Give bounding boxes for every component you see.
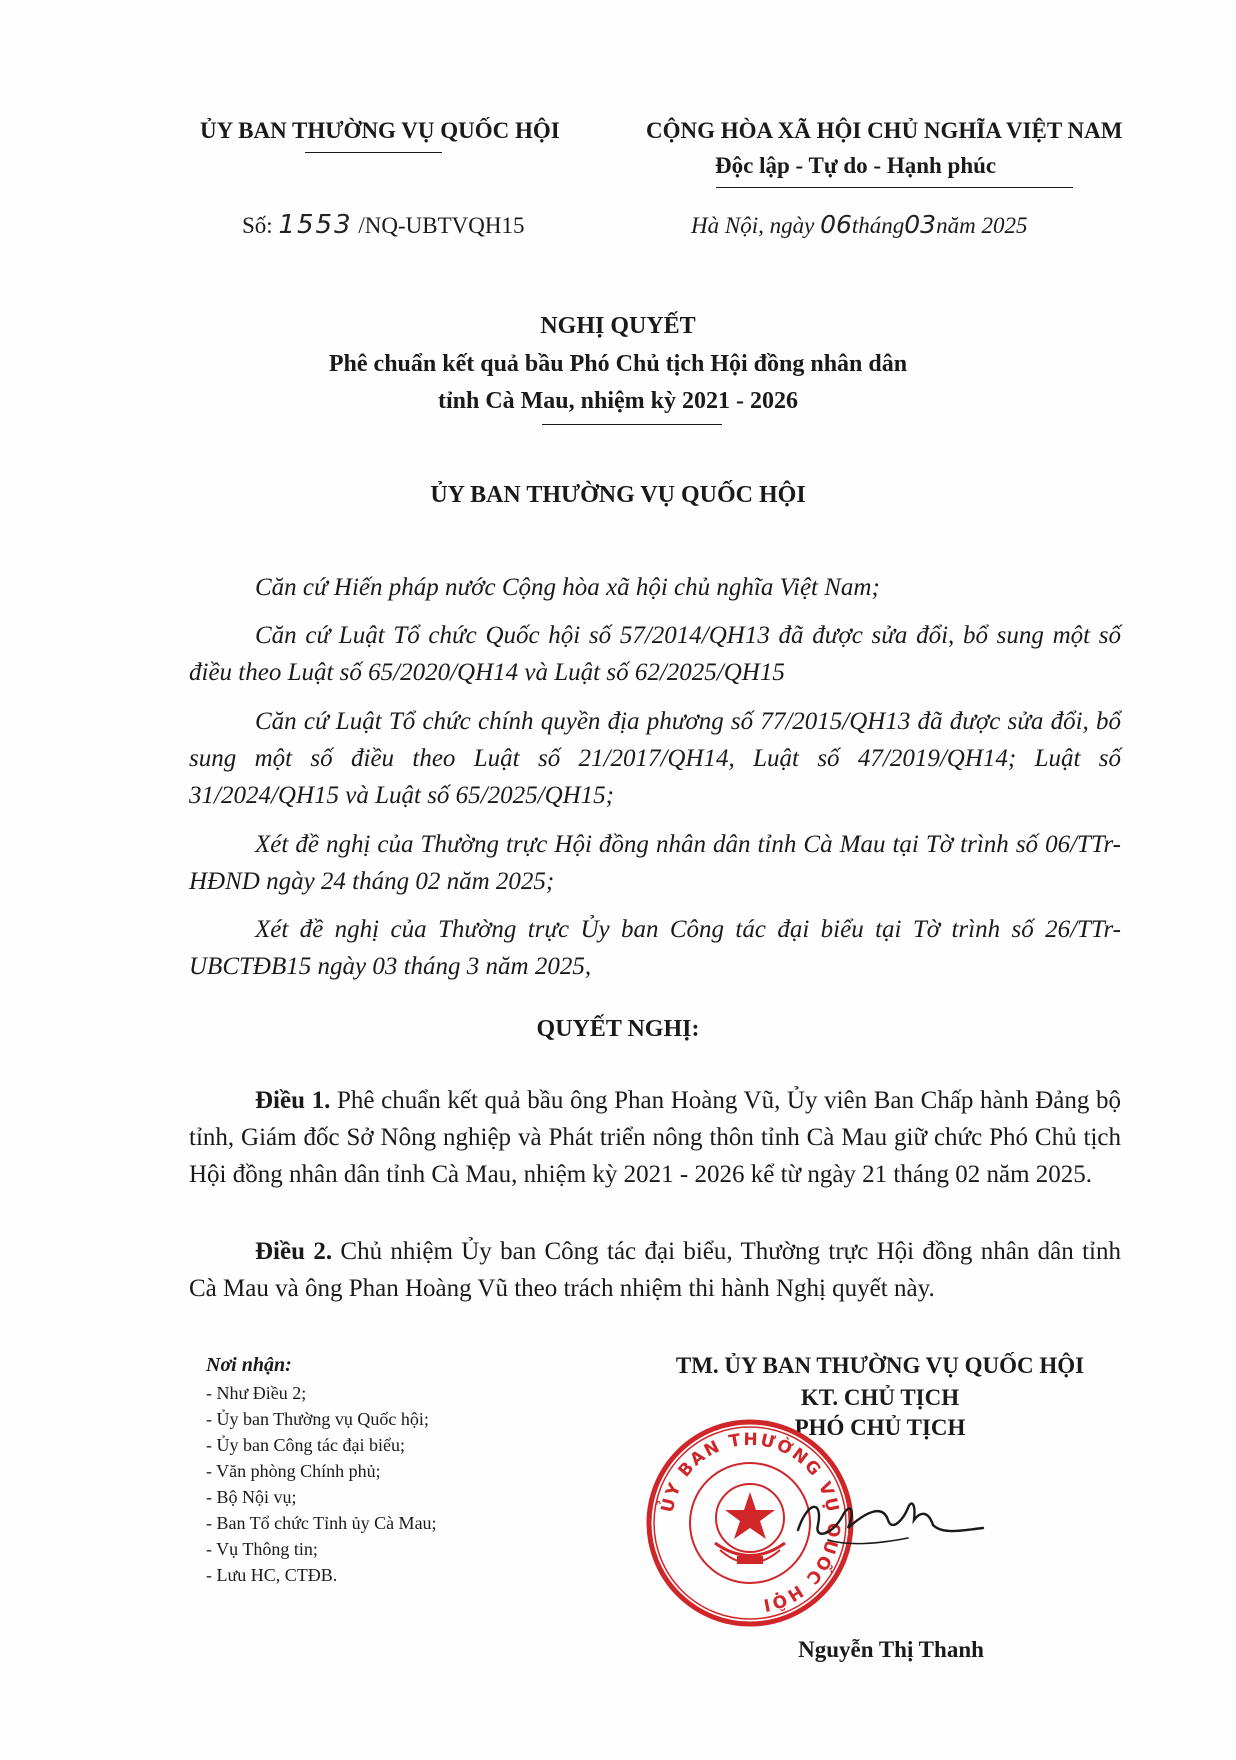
recipient-item: - Văn phòng Chính phủ; bbox=[206, 1461, 381, 1481]
document-subtitle-line1: Phê chuẩn kết quả bầu Phó Chủ tịch Hội đồng nhân dân bbox=[328, 351, 908, 377]
article-1-label: Điều 1. bbox=[255, 1087, 331, 1114]
date-month: 03 bbox=[904, 210, 937, 239]
title-underline bbox=[542, 424, 722, 425]
article-1-text: Phê chuẩn kết quả bầu ông Phan Hoàng Vũ, Ủy viên Ban Chấp hành Đảng bộ tỉnh, Giám đốc Sở Nông nghiệp và Phát triển nông thôn tỉnh Cà Mau giữ chức Phó Chủ tịch Hội đồng nhân dân tỉnh Cà Mau, nhiệm kỳ 2021 - 2026 kể từ ngày 21 tháng 02 năm 2025. bbox=[189, 1087, 1121, 1188]
signature-vice-chairman: PHÓ CHỦ TỊCH bbox=[794, 1415, 966, 1440]
signature-on-behalf: TM. ỦY BAN THƯỜNG VỤ QUỐC HỘI bbox=[675, 1353, 1085, 1378]
article-2-text: Chủ nhiệm Ủy ban Công tác đại biểu, Thường trực Hội đồng nhân dân tỉnh Cà Mau và ông Phan Hoàng Vũ theo trách nhiệm thi hành Nghị quyết này. bbox=[189, 1238, 1121, 1302]
preamble-constitution: Căn cứ Hiến pháp nước Cộng hòa xã hội chủ nghĩa Việt Nam; bbox=[255, 574, 880, 601]
recipients-heading: Nơi nhận: bbox=[206, 1354, 292, 1376]
issue-date bbox=[691, 210, 1027, 239]
recipient-item: - Vụ Thông tin; bbox=[206, 1539, 318, 1559]
recipient-item: - Ban Tổ chức Tỉnh ủy Cà Mau; bbox=[206, 1513, 437, 1533]
recipients-block bbox=[206, 1352, 437, 1588]
recipient-item: - Ủy ban Thường vụ Quốc hội; bbox=[206, 1409, 429, 1429]
number-suffix: /NQ-UBTVQH15 bbox=[352, 213, 525, 238]
country-name: CỘNG HÒA XÃ HỘI CHỦ NGHĨA VIỆT NAM bbox=[646, 118, 1123, 143]
handwritten-signature bbox=[788, 1480, 988, 1560]
date-suffix: năm 2025 bbox=[936, 213, 1028, 238]
preamble-delegate-committee-proposal: Xét đề nghị của Thường trực Ủy ban Công tác đại biểu tại Tờ trình số 26/TTr-UBCTĐB15 ngày 03 tháng 3 năm 2025, bbox=[189, 916, 1121, 980]
issuer-heading: ỦY BAN THƯỜNG VỤ QUỐC HỘI bbox=[430, 482, 806, 508]
article-1 bbox=[189, 1082, 1121, 1193]
recipient-item: - Ủy ban Công tác đại biểu; bbox=[206, 1435, 405, 1455]
seal-text: ỦY BAN THƯỜNG VỤ QUỐC HỘI bbox=[657, 1429, 844, 1616]
preamble-provincial-proposal: Xét đề nghị của Thường trực Hội đồng nhân dân tỉnh Cà Mau tại Tờ trình số 06/TTr-HĐND ngày 24 tháng 02 năm 2025; bbox=[189, 831, 1121, 895]
article-2 bbox=[189, 1233, 1121, 1307]
recipient-item: - Lưu HC, CTĐB. bbox=[206, 1565, 338, 1585]
issuing-agency: ỦY BAN THƯỜNG VỤ QUỐC HỘI bbox=[200, 118, 560, 143]
article-2-label: Điều 2. bbox=[255, 1238, 333, 1265]
document-type: NGHỊ QUYẾT bbox=[540, 313, 696, 339]
issuer-underline bbox=[305, 152, 442, 153]
number-prefix: Số: bbox=[242, 213, 279, 238]
date-prefix: Hà Nội, ngày bbox=[691, 213, 821, 238]
signatory-name: Nguyễn Thị Thanh bbox=[798, 1637, 984, 1662]
recipients-list bbox=[206, 1380, 437, 1588]
document-number bbox=[242, 210, 524, 240]
date-day: 06 bbox=[820, 210, 852, 239]
signature-pp-chairman: KT. CHỦ TỊCH bbox=[800, 1385, 960, 1410]
number-handwritten: 1553 bbox=[278, 210, 353, 240]
motto-underline bbox=[716, 187, 1073, 188]
preamble-national-assembly-law: Căn cứ Luật Tổ chức Quốc hội số 57/2014/QH13 đã được sửa đổi, bổ sung một số điều theo Luật số 65/2020/QH14 và Luật số 62/2025/QH15 bbox=[189, 622, 1121, 686]
date-mid: tháng bbox=[851, 213, 905, 238]
preamble-local-government-law: Căn cứ Luật Tổ chức chính quyền địa phương số 77/2015/QH13 đã được sửa đổi, bổ sung một số điều theo Luật số 21/2017/QH14, Luật số 47/2019/QH14; Luật số 31/2024/QH15 và Luật số 65/2025/QH15; bbox=[189, 708, 1121, 809]
decision-heading: QUYẾT NGHỊ: bbox=[536, 1016, 700, 1042]
document-subtitle-line2: tỉnh Cà Mau, nhiệm kỳ 2021 - 2026 bbox=[437, 388, 799, 414]
national-motto: Độc lập - Tự do - Hạnh phúc bbox=[715, 153, 997, 178]
recipient-item: - Như Điều 2; bbox=[206, 1383, 307, 1403]
recipient-item: - Bộ Nội vụ; bbox=[206, 1487, 297, 1507]
